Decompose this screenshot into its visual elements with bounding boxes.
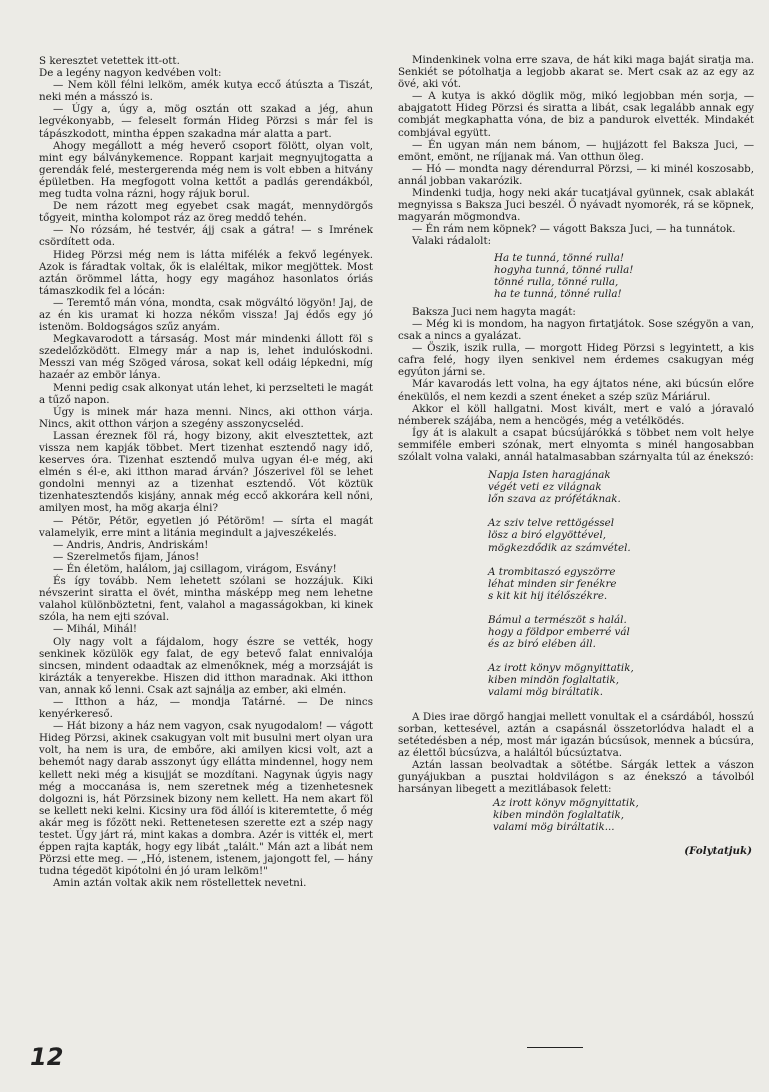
song-verse <box>398 252 754 300</box>
paragraph: — Szerelmetős fijam, János! <box>53 550 200 563</box>
verse-line: kiben mindön foglaltatik, <box>493 809 625 822</box>
verse-line: tönné rulla, tönné rulla, <box>494 275 619 288</box>
paragraph: — Úgy a, úgy a, mög osztán ott szakad a jég, ahun legvékonyabb, — feleselt formán Hideg Pörzsi s már fel is tápászkodott, mintha éppen szakadna már alatta a part. <box>39 103 373 140</box>
paragraph: Úgy is minek már haza menni. Nincs, aki otthon várja. Nincs, akit otthon várjon a szegény asszonycseléd. <box>39 405 373 430</box>
verse-line: Az irott könyv mögnyittatik, <box>488 662 634 675</box>
paragraph: Akkor el köll hallgatni. Most kivált, mert e való a jóravaló némberek szájába, nem a hencögés, még a vetélködés. <box>398 402 754 427</box>
paragraph: — Öszik, iszik rulla, — morgott Hideg Pörzsi s legyintett, a kis cafra felé, hogy ilyen senkivel nem érdemes csakugyan még egyúton járni se. <box>398 342 754 379</box>
stanza <box>488 614 754 650</box>
paragraph: De a legény nagyon kedvében volt: <box>39 67 222 80</box>
paragraph: — Én ugyan mán nem bánom, — hujjázott fel Baksza Juci, — emönt, emönt, ne ríjjanak má. Van otthun öleg. <box>398 138 754 163</box>
right-text-block-1 <box>398 54 754 248</box>
verse-line: Napja Isten haragjának <box>488 469 611 482</box>
paragraph: — Én rám nem köpnek? — vágott Baksza Juci, — ha tunnátok. <box>412 223 736 236</box>
verse-line: valami mög biráltatik. <box>488 686 604 699</box>
paragraph: — Mihál, Mihál! <box>53 623 138 636</box>
verse-line: valami mög biráltatik... <box>493 821 615 834</box>
paragraph: — Itthon a ház, — mondja Tatárné. — De nincs kenyérkereső. <box>39 695 373 721</box>
paragraph: — Én életöm, halálom, jaj csillagom, virágom, Esvány! <box>53 562 337 575</box>
paragraph: — Andris, Andris, Andriskám! <box>53 538 209 551</box>
continuation-note: (Folytatjuk) <box>684 845 752 858</box>
paragraph: Oly nagy volt a fájdalom, hogy észre se vették, hogy senkinek közülök egy falat, de egy betevő falat ennivalója sincsen, mindent odaadtak az elmenőknek, még a morzsáját is kirázták a tenyerekbe. Hiszen did itthon maradnak. Aki itthon van, annak kő lenni. Csak azt sajnálja az ember, aki elmén. <box>39 635 373 696</box>
paragraph: — A kutya is akkó döglik mög, mikó legjobban mén sorja, — abajgatott Hideg Pörzsi és siratta a libát, csak legalább annak egy combját megkaphatta vóna, de biz a pandurok elvették. Mindakét combjával együtt. <box>398 90 754 139</box>
right-text-block-2 <box>398 306 754 463</box>
verse-line: Bámul a természöt s halál. <box>488 613 627 626</box>
stanza <box>488 566 754 602</box>
page-number: 12 <box>30 1043 64 1071</box>
paragraph: Amin aztán voltak akik nem röstellettek nevetni. <box>53 877 307 890</box>
paragraph: Hideg Pörzsi még nem is látta mifélék a fekvő legények. Azok is fáradtak voltak, ők is elaléltak, mikor megjöttek. Most aztán örömmel látta, hogy egy magához hasonlatos óriás támaszkodik fel a lócán: <box>39 248 373 297</box>
right-column <box>398 54 754 858</box>
paragraph: S keresztet vetettek itt-ott. <box>39 55 180 67</box>
left-column <box>39 55 373 889</box>
paragraph: És így tovább. Nem lehetett szólani se hozzájuk. Kiki névszerint siratta el övét, mintha másképp meg nem lehetne valahol különböztetni, fent, valahol a magasságokban, ki kinek szóla, ha nem ejti szóval. <box>39 575 373 624</box>
stanza <box>488 662 754 698</box>
paragraph: Baksza Juci nem hagyta magát: <box>412 305 576 318</box>
verse-line: Ha te tunná, tönné rulla! <box>494 251 624 264</box>
paragraph: Lassan éreznek föl rá, hogy bizony, akit elvesztettek, azt vissza nem kapják többet. Mert tizenhat esztendő nagy idő, keserves óra. Tizenhat esztendő mulva ugyan él-e még, aki elmén s él-e, aki itthon marad árván? Jószerivel föl se lehet gondolni mennyi az a tizenhat esztendő. Vót köztük tizenhatesztendős kisjány, annak még eccő akkorára kell nőni, amilyen most, ha mög akarja élni? <box>39 429 373 515</box>
paragraph: Mindenki tudja, hogy neki akár tucatjával gyünnek, csak ablakát megnyissa s Baksza Juci beszél. Ő nyávadt nyomorék, rá se köpnek, magyarán mögmondva. <box>398 187 754 224</box>
end-rule <box>527 1047 583 1048</box>
paragraph: — Teremtő mán vóna, mondta, csak mögváltó lögyön! Jaj, de az én kis uramat ki hozza nékőm vissza! Jaj édős egy jó istenöm. Boldogságos szűz anyám. <box>39 296 373 334</box>
closing-verse <box>398 797 754 833</box>
verse-line: ha te tunná, tönné rulla! <box>494 287 622 300</box>
verse-line: léhat minden sir fenékre <box>488 577 617 590</box>
hymn-verses <box>398 469 754 698</box>
paragraph: Menni pedig csak alkonyat után lehet, ki perzselteti le magát a tűző napon. <box>39 381 373 406</box>
paragraph: — Hó — mondta nagy dérendurral Pörzsi, — ki minél koszosabb, annál jobban vakarózik. <box>398 162 754 187</box>
paragraph: A Dies irae dörgő hangjai mellett vonultak el a csárdából, hosszú sorban, kettesével, aztán a csapásnál összetorlódva haladt el a setétedésben a nép, most már igazán búcsúsok, mennek a búcsúra, az élettől búcsúzva, a haláltól búcsúztatva. <box>398 710 754 759</box>
paragraph: Valaki rádalolt: <box>412 235 492 248</box>
verse-line: végét veti ez világnak <box>488 481 602 494</box>
verse-line: és az biró elében áll. <box>488 638 596 651</box>
stanza <box>488 517 754 553</box>
paragraph: De nem rázott meg egyebet csak magát, mennydörgős tőgyeit, mintha kolompot ráz az öreg meddő tehén. <box>39 200 373 225</box>
right-text-block-3 <box>398 711 754 796</box>
verse-line: lösz a biró elgyöttével, <box>488 529 607 542</box>
stanza <box>488 469 754 505</box>
verse-line: hogy a földpor emberré vál <box>488 626 630 639</box>
verse-line: A trombitaszó egyszörre <box>488 565 616 578</box>
verse-line: Az irott könyv mögnyittatik, <box>493 797 639 810</box>
paragraph: Mindenkinek volna erre szava, de hát kiki maga baját siratja ma. Senkiét se pótolhatja a legjobb akarat se. Mert csak az az egy az övé, aki vót. <box>398 54 754 91</box>
paragraph: — Még ki is mondom, ha nagyon firtatjátok. Sose szégyön a van, csak a nincs a gyalázat. <box>398 317 754 343</box>
verse-line: Az sziv telve rettögéssel <box>488 517 615 530</box>
verse-line: kiben mindön foglaltatik, <box>488 674 620 687</box>
verse-line: s kit kit hij itélőszékre. <box>488 589 608 602</box>
verse-line: mögkezdődik az számvétel. <box>488 541 631 554</box>
paragraph: Aztán lassan beolvadtak a sötétbe. Sárgák lettek a vászon gunyájukban a pusztai holdvilágon s az énekszó a távolból harsányan libegett a mezitlábasok felett: <box>398 758 754 796</box>
verse-line: hogyha tunná, tönné rulla! <box>494 263 634 276</box>
paragraph: Ahogy megállott a még heverő csoport fölött, olyan volt, mint egy bálványkemence. Roppant karjait megnyujtogatta a gerendák felé, mestergerenda még nem is volt ebben a hitvány épületben. Ha megfogott volna kettőt a padlás gerendákból, meg tudta volna rázni, hogy rájuk borul. <box>39 139 373 201</box>
paragraph: Már kavarodás lett volna, ha egy ájtatos néne, aki búcsún előre énekülős, el nem kezdi a szent éneket a szép szüz Máriárul. <box>398 378 754 403</box>
verse-line: lőn szava az prófétáknak. <box>488 493 621 506</box>
paragraph: — Nem köll félni lelköm, amék kutya eccő átúszta a Tiszát, neki mén a másszó is. <box>39 79 373 104</box>
paragraph: — No rózsám, hé testvér, ájj csak a gátra! — s Imrének csördített oda. <box>39 224 373 249</box>
paragraph: — Hát bizony a ház nem vagyon, csak nyugodalom! — vágott Hideg Pörzsi, akinek csakugyan volt mit busulni mert olyan ura volt, ha nem is ura, de embőre, aki amilyen kicsi volt, azt a behemót nagy darab asszonyt úgy ellátta mindennel, hogy nem kellett neki még a kisujját se mozdítani. Nagynak úgyis nagy még a moccanása is, nem szeretnek még a tizenhetesnek dolgozni is, hát Pörzsinek bizony nem kellett. Ha nem akart föl se kellett neki kelni. Kicsiny ura föd állóí is kiteremtette, ő még akár meg is főzött neki. Rettenetesen szerette ezt a szép nagy testet. Úgy járt rá, mint kakas a dombra. Azér is vitték el, mert éppen rajta kapták, hogy egy libát „talált." Mán azt a libát nem Pörzsi ette meg. — „Hó, istenem, istenem, jajongott fel, — hány tudna tégedöt kipótolni én jó uram lelköm!" <box>39 720 373 878</box>
paragraph: — Pétör, Pétör, egyetlen jó Pétöröm! — sírta el magát valamelyik, erre mint a litánia megindult a jajveszékelés. <box>39 514 373 539</box>
paragraph: Megkavarodott a társaság. Most már mindenki állott föl s szedelőzködött. Elmegy már a nap is, lehet indulóskodni. Messzi van még Szöged városa, sokat kell odáig lépkedni, míg hazaér az embör lánya. <box>39 333 373 382</box>
paragraph: Így át is alakult a csapat búcsújárókká s többet nem volt helye semmiféle emberi szónak, mert elnyomta s minél hangosabban szólalt volna valaki, annál hatalmasabban szárnyalta túl az énekszó: <box>398 426 754 463</box>
